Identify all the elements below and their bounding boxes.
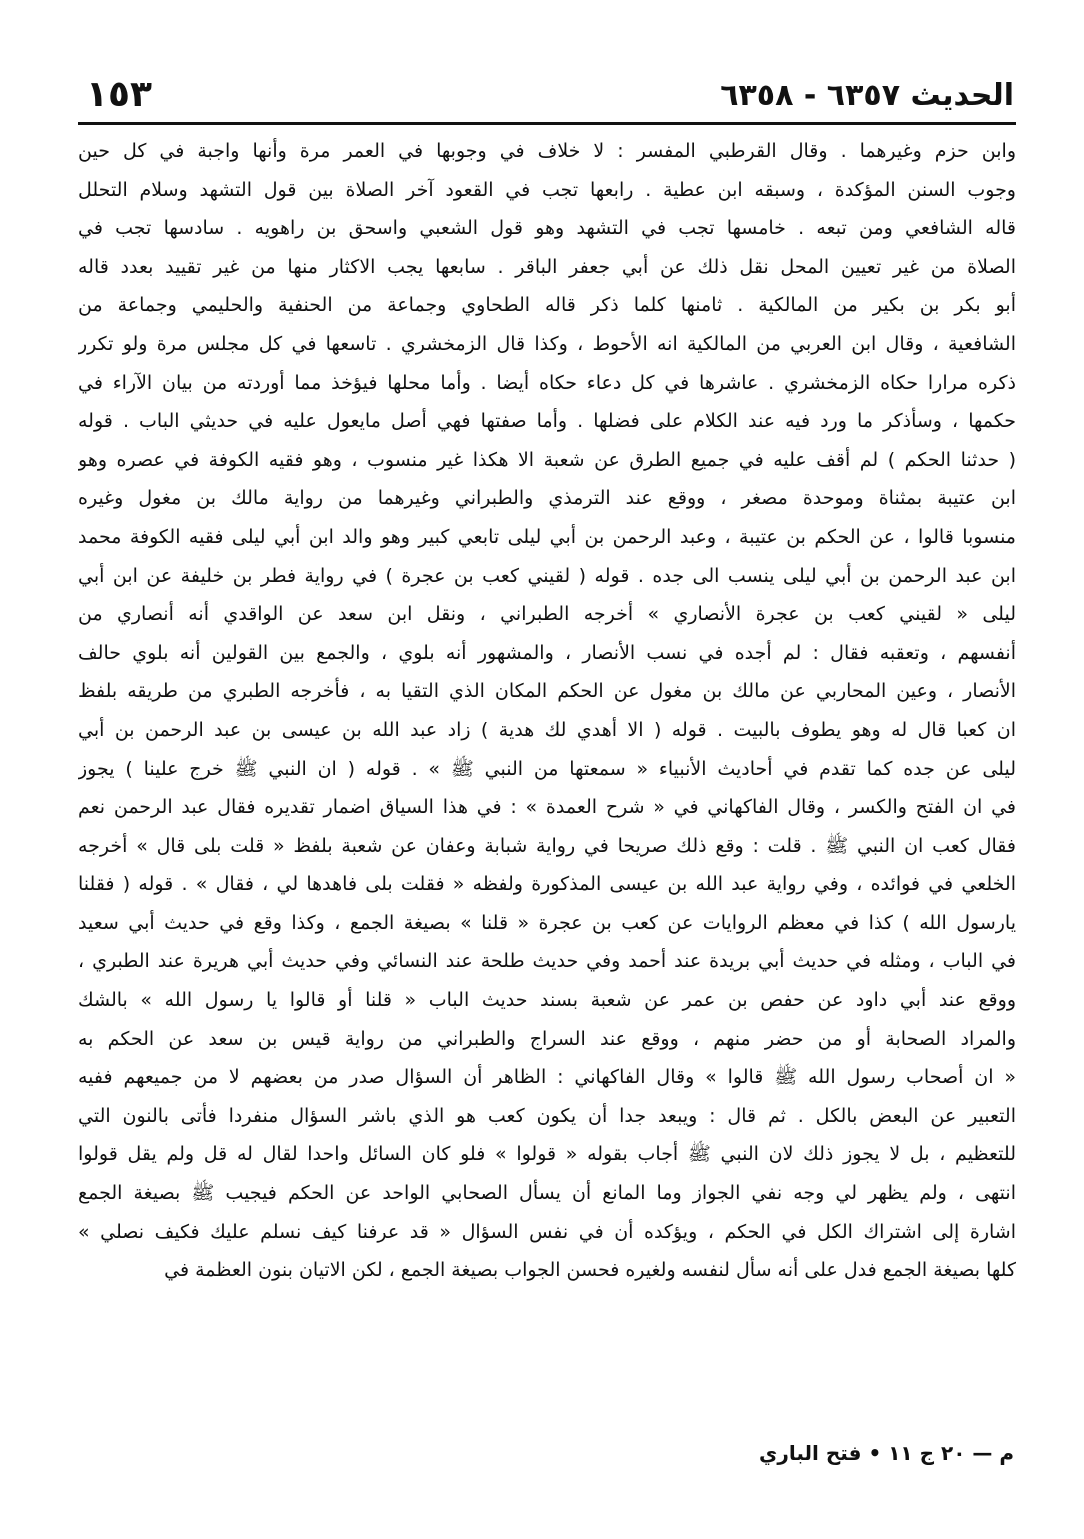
text-line: حكمها ، وسأذكر ما ورد فيه عند الكلام على فضلها . وأما صفتها فهي أصل مايعول عليه في حديثي الباب . قوله [78,410,1016,433]
text-line: منسوبا قالوا ، عن الحكم بن عتيبة ، وعبد الرحمن بن أبي ليلى تابعي كبير وهو والد ابن أبي ليلى فقيه الكوفة محمد [78,525,1016,548]
text-line: ليلى « لقيني كعب بن عجرة الأنصاري » أخرجه الطبراني ، ونقل ابن سعد عن الواقدي أنه أنصاري من [78,603,1016,626]
text-line: اشارة إلى اشتراك الكل في الحكم ، ويؤكده أن في نفس السؤال « قد عرفنا كيف نسلم عليك فكيف نصلي » [78,1220,1016,1243]
text-line: انتهى ، ولم يظهر لي وجه نفي الجواز وما المانع أن يسأل الصحابي الواحد عن الحكم فيجيب ﷺ بصيغة الجمع [78,1182,1016,1205]
text-line: أبو بكر بن بكير من المالكية . ثامنها كلما ذكر قاله الطحاوي وجماعة من الحنفية والحليمي وجماعة من [78,294,1016,317]
running-header-title: الحديث ٦٣٥٧ - ٦٣٥٨ [720,78,1014,113]
text-line: الشافعية ، وقال ابن العربي من المالكية انه الأحوط ، وكذا قال الزمخشري . تاسعها في كل مجلس مرة ولو تكرر [78,332,1016,355]
text-line: ذكره مرارا حكاه الزمخشري . عاشرها في كل دعاء حكاه أيضا . وأما محلها فيؤخذ مما أوردته من بيان الآراء في [78,371,1016,394]
text-line: للتعظيم ، بل لا يجوز ذلك لان النبي ﷺ أجاب بقوله « قولوا » فلو كان السائل واحدا لقال له قل ولم يقل قولوا [78,1143,1016,1166]
page-number: ١٥٣ [86,74,152,115]
text-line: التعبير عن البعض بالكل . ثم قال : ويبعد جدا أن يكون كعب هو الذي باشر السؤال منفردا فأتى بالنون التي [78,1104,1016,1127]
text-line: ابن عبد الرحمن بن أبي ليلى ينسب الى جده . قوله ( لقيني كعب بن عجرة ) في رواية فطر بن خليفة عن ابن أبي [78,564,1016,587]
text-line: ليلى عن جده كما تقدم في أحاديث الأنبياء « سمعتها من النبي ﷺ » . قوله ( ان النبي ﷺ خرج علينا ) يجوز [78,757,1016,780]
text-line: الأنصار ، وعين المحاربي عن مالك بن مغول عن الحكم المكان الذي التقيا به ، فأخرجه الطبري من طريقه بلفظ [78,680,1016,703]
text-line: فقال كعب ان النبي ﷺ . قلت : وقع ذلك صريحا في رواية شبابة وعفان عن شعبة بلفظ « قلت بلى قال » أخرجه [78,834,1016,857]
footer-signature: م — ٢٠ ج ١١ • فتح الباري [758,1441,1014,1465]
header-rule [78,122,1016,125]
document-page [78,70,1016,1470]
text-line: « ان أصحاب رسول الله ﷺ قالوا » وقال الفاكهاني : الظاهر أن السؤال صدر من بعضهم لا من جميعهم ففيه [78,1066,1016,1089]
text-line: قاله الشافعي ومن تبعه . خامسها تجب في التشهد وهو قول الشعبي واسحق بن راهويه . سادسها تجب في [78,217,1016,240]
text-line: وجوب السنن المؤكدة ، وسبقه ابن عطية . رابعها تجب في القعود آخر الصلاة بين قول التشهد وسلام التحلل [78,178,1016,201]
text-line: الخلعي في فوائده ، وفي رواية عبد الله بن عيسى المذكورة ولفظه « فقلت بلى فاهدها لي ، فقال » . قوله ( فقلنا [78,873,1016,896]
text-line: ابن عتيبة بمثناة وموحدة مصغر ، ووقع عند الترمذي والطبراني وغيرهما من رواية مالك بن مغول وغيره [78,487,1016,510]
text-line: كلها بصيغة الجمع فدل على أنه سأل لنفسه ولغيره فحسن الجواب بصيغة الجمع ، لكن الاتيان بنون العظمة في [164,1259,1016,1282]
text-line: في ان الفتح والكسر ، وقال الفاكهاني في « شرح العمدة » : في هذا السياق اضمار تقديره فقال عبد الرحمن نعم [78,796,1016,819]
text-line: ( حدثنا الحكم ) لم أقف عليه في جميع الطرق عن شعبة الا هكذا غير منسوب ، وهو فقيه الكوفة في عصره وهو [78,448,1016,471]
page-header [78,70,1016,122]
text-line: يارسول الله ) كذا في معظم الروايات عن كعب بن عجرة « قلنا » بصيغة الجمع ، وكذا وقع في حديث أبي سعيد [78,911,1016,934]
text-line: أنفسهم ، وتعقبه فقال : لم أجده في نسب الأنصار ، والمشهور أنه بلوي ، والجمع بين القولين أنه بلوي حالف [78,641,1016,664]
text-line: وابن حزم وغيرهما . وقال القرطبي المفسر : لا خلاف في وجوبها في العمر مرة وأنها واجبة في كل حين [78,140,1016,162]
text-line: ووقع عند أبي داود عن حفص بن عمر عن شعبة بسند حديث الباب « قلنا أو قالوا يا رسول الله » بالشك [78,989,1016,1012]
text-line: ان كعبا قال له وهو يطوف بالبيت . قوله ( الا أهدي لك هدية ) زاد عبد الله بن عيسى بن عبد الرحمن بن أبي [78,718,1016,741]
text-line: في الباب ، ومثله في حديث أبي بريدة عند أحمد وفي حديث طلحة عند النسائي وفي حديث أبي هريرة عند الطبري ، [78,950,1016,973]
text-line: والمراد الصحابة أو من حضر منهم ، ووقع عند السراج والطبراني من رواية قيس بن سعد عن الحكم به [78,1027,1016,1050]
body-text [78,132,1016,1290]
text-line: الصلاة من غير تعيين المحل نقل ذلك عن أبي جعفر الباقر . سابعها يجب الاكثار منها من غير تقييد بعدد قاله [78,255,1016,278]
